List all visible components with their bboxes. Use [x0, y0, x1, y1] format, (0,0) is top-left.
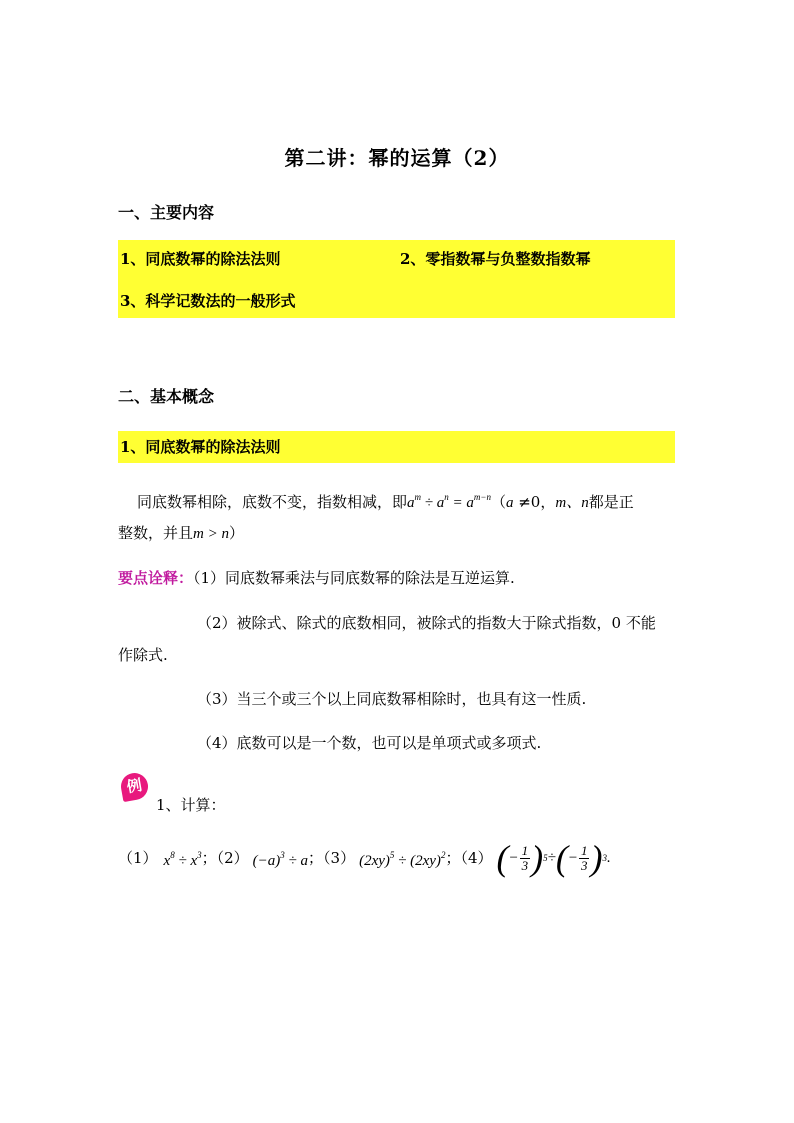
problem-4-formula: ( − $\frac{1}{3}$ ) 5 ÷ ( − $\frac{1}{3}$ ) 3 . [496, 838, 611, 878]
problem-3-formula: $(2xy)^5 \div (2xy)^2$ [359, 850, 446, 869]
rule-line-1: 同底数幂相除，底数不变，指数相减，即$a^m \div a^n = a^{m-n}(a \ne 0$，m、n都是正 [137, 492, 634, 511]
rule-text: 同底数幂相除，底数不变，指数相减，即 [137, 493, 408, 511]
main-content-highlight-box [118, 240, 675, 318]
content-item-1: 1、同底数幂的除法法则 [120, 250, 281, 268]
rule-line-2: 整数，并且m > n） [118, 524, 244, 542]
page-title: 第二讲：幂的运算（2） [284, 146, 510, 170]
keypoints-label: 要点诠释： [118, 569, 194, 587]
keypoint-3: （3）当三个或三个以上同底数幂相除时，也具有这一性质. [197, 690, 587, 708]
subheading-division-rule: 1、同底数幂的除法法则 [120, 438, 281, 456]
example-badge-icon: 例 [119, 771, 150, 802]
section-heading-main-content: 一、主要内容 [118, 203, 215, 222]
example-label: 1、计算： [156, 796, 226, 814]
subheading-highlight-box [118, 431, 675, 463]
content-item-3: 3、科学记数法的一般形式 [120, 292, 296, 310]
keypoint-4: （4）底数可以是一个数，也可以是单项式或多项式. [197, 734, 542, 752]
keypoint-2-cont: 作除式. [118, 646, 168, 664]
problem-1-formula: $x^8 \div x^3$ [163, 850, 202, 869]
problem-2-formula: $(-a)^3 \div a$ [252, 850, 309, 869]
example-problems: （1） $x^8 \div x^3$ ；（2） $(-a)^3 \div a$ ；（3） $(2xy)^5 \div (2xy)^2$ ；（4） ( − $\frac{1}{3}$ ) 5 ÷ ( − $\frac{1}{3}$ ) 3 . [118, 838, 611, 878]
rule-formula: $a^m \div a^n = a^{m-n}$ [407, 492, 491, 511]
keypoint-1: 要点诠释：（1）同底数幂乘法与同底数幂的除法是互逆运算. [118, 569, 515, 587]
content-item-2: 2、零指数幂与负整数指数幂 [400, 250, 591, 268]
keypoint-2: （2）被除式、除式的底数相同，被除式的指数大于除式指数，0 不能 [197, 614, 656, 632]
section-heading-basic-concepts: 二、基本概念 [118, 387, 215, 406]
